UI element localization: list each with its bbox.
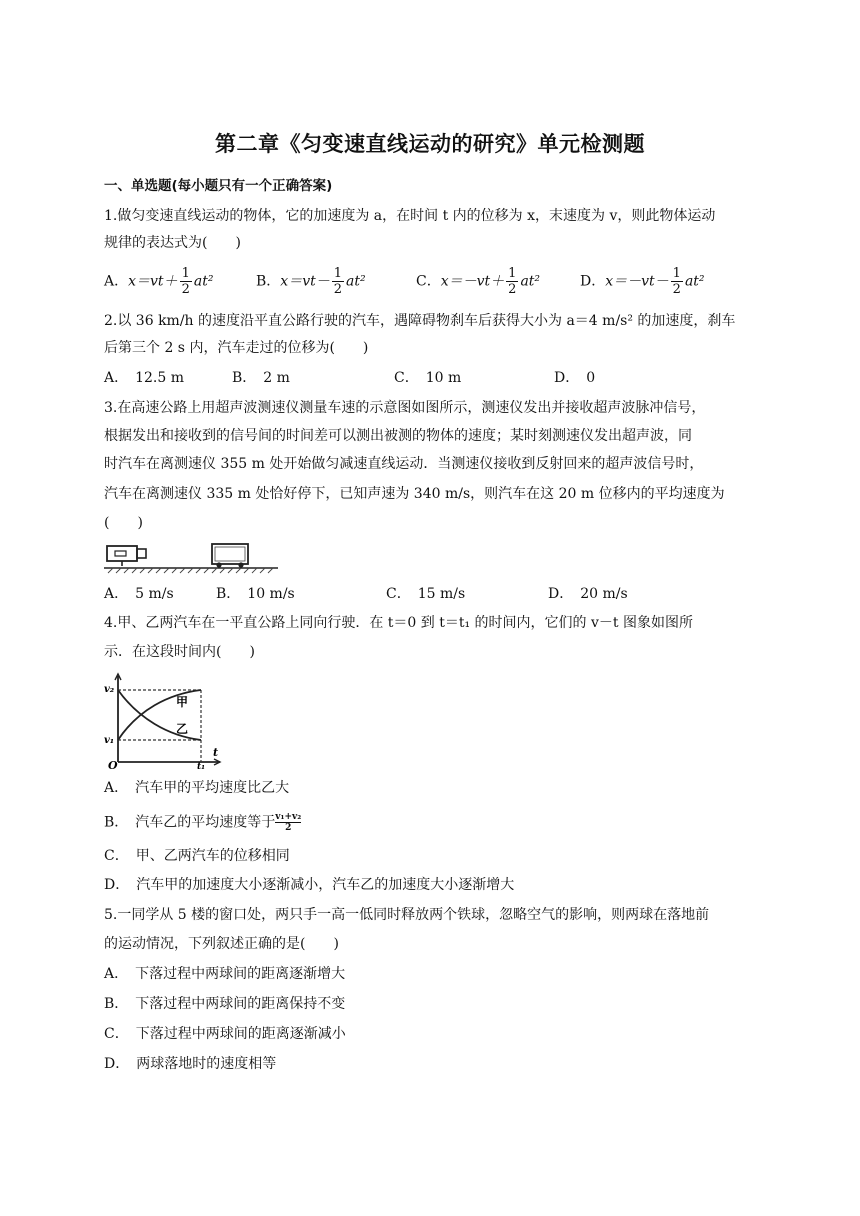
q4-option-b: B． 汽车乙的平均速度等于 $\frac{\text{v₁+v₂}}{2}$	[104, 812, 302, 833]
q2-text-line2: 后第三个 2 s 内，汽车走过的位移为( )	[104, 340, 369, 356]
q1-text-line2: 规律的表达式为( )	[104, 235, 241, 251]
q5-option-b: B． 下落过程中两球间的距离保持不变	[104, 996, 346, 1012]
q3-option-d: D． 20 m/s	[548, 586, 628, 602]
q3-text-line3: 时汽车在离测速仪 355 m 处开始做匀减速直线运动．当测速仪接收到反射回来的超声波信号时，	[104, 456, 704, 472]
fraction: $\frac{1}{2}$	[508, 266, 517, 297]
fraction: $\frac{1}{2}$	[181, 266, 190, 297]
q5-option-d: D． 两球落地时的速度相等	[104, 1056, 277, 1072]
q3-option-b: B． 10 m/s	[216, 586, 295, 602]
q2-option-d: D． 0	[554, 370, 596, 386]
q2-option-a: A． 12.5 m	[104, 370, 185, 386]
label-v2: v₂	[104, 684, 115, 695]
q4-option-c: C． 甲、乙两汽车的位移相同	[104, 848, 290, 864]
curve-yi	[118, 690, 201, 740]
speed-gun-car-figure	[104, 540, 280, 574]
q5-text-line2: 的运动情况，下列叙述正确的是( )	[104, 936, 339, 952]
section-heading: 一、单选题(每小题只有一个正确答案)	[104, 178, 333, 194]
q3-text-line2: 根据发出和接收到的信号间的时间差可以测出被测的物体的速度；某时刻测速仪发出超声波，同	[104, 428, 692, 444]
vt-graph	[98, 670, 226, 770]
fraction: $\frac{\text{v₁+v₂}}{2}$	[275, 812, 302, 833]
q5-text-line1: 5.一同学从 5 楼的窗口处，两只手一高一低同时释放两个铁球，忽略空气的影响，则两球在落地前	[104, 907, 710, 923]
q4-text-line2: 示．在这段时间内( )	[104, 644, 255, 660]
ground	[104, 568, 278, 573]
q4-option-d: D． 汽车甲的加速度大小逐渐减小，汽车乙的加速度大小逐渐增大	[104, 877, 515, 893]
q3-text-line4: 汽车在离测速仪 335 m 处恰好停下，已知声速为 340 m/s，则汽车在这 20 m 位移内的平均速度为	[104, 486, 725, 502]
q1-option-d: D．x＝－vt－ $\frac{1}{2}$ at²	[580, 266, 705, 297]
q3-text-line1: 3.在高速公路上用超声波测速仪测量车速的示意图如图所示，测速仪发出并接收超声波脉冲信号，	[104, 400, 706, 416]
page-title: 第二章《匀变速直线运动的研究》单元检测题	[215, 132, 645, 156]
q1-text-line1: 1.做匀变速直线运动的物体，它的加速度为 a，在时间 t 内的位移为 x，末速度为 v，则此物体运动	[104, 208, 716, 224]
q5-option-c: C． 下落过程中两球间的距离逐渐减小	[104, 1026, 346, 1042]
q3-option-c: C． 15 m/s	[386, 586, 466, 602]
label-v1: v₁	[104, 735, 115, 746]
q1-option-b: B．x＝vt－ $\frac{1}{2}$ at²	[256, 266, 366, 297]
label-origin: O	[108, 759, 118, 770]
curve-jia	[118, 690, 201, 740]
q2-option-b: B． 2 m	[232, 370, 290, 386]
q1-option-c: C．x＝－vt＋ $\frac{1}{2}$ at²	[416, 266, 541, 297]
car-icon	[212, 544, 248, 568]
fraction: $\frac{1}{2}$	[333, 266, 343, 297]
q2-option-c: C． 10 m	[394, 370, 462, 386]
q1-option-a: A．x＝vt＋ $\frac{1}{2}$ at²	[104, 266, 214, 297]
speed-gun-icon	[107, 546, 146, 566]
label-jia: 甲	[176, 695, 189, 709]
q3-text-line5: ( )	[104, 515, 143, 531]
q2-text-line1: 2.以 36 km/h 的速度沿平直公路行驶的汽车，遇障碍物刹车后获得大小为 a＝4 m/s² 的加速度，刹车	[104, 313, 736, 329]
q3-option-a: A． 5 m/s	[104, 586, 174, 602]
q5-option-a: A． 下落过程中两球间的距离逐渐增大	[104, 966, 346, 982]
label-yi: 乙	[176, 722, 189, 736]
q4-text-line1: 4.甲、乙两汽车在一平直公路上同向行驶．在 t＝0 到 t＝t₁ 的时间内，它们的 v－t 图象如图所	[104, 615, 693, 631]
label-t: t	[213, 746, 219, 759]
fraction: $\frac{1}{2}$	[672, 266, 681, 297]
q4-option-a: A． 汽车甲的平均速度比乙大	[104, 780, 290, 796]
label-t1: t₁	[197, 762, 206, 770]
